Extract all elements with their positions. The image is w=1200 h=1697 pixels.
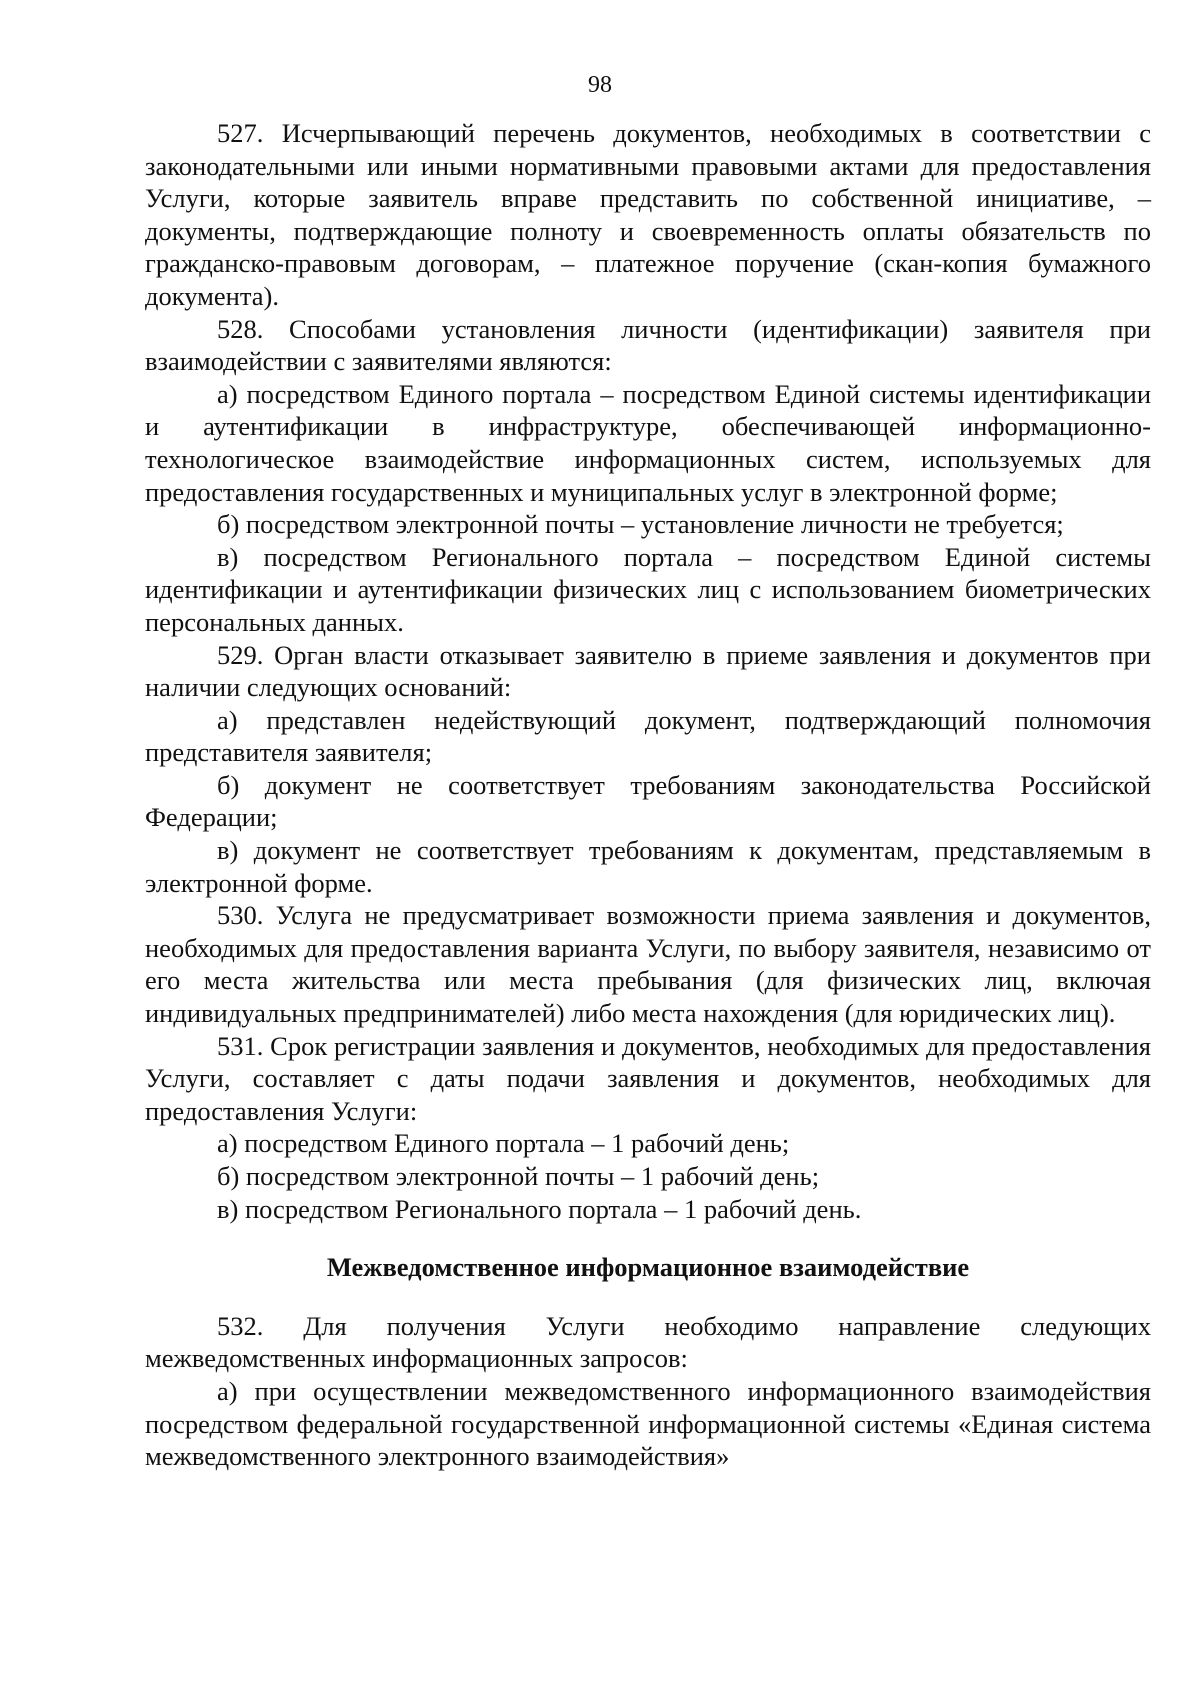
paragraph-530: 530. Услуга не предусматривает возможности приема заявления и документов, необходимых для предоставления варианта Услуги, по выбору заявителя, независимо от его места жительства или места пребывания (для физических лиц, включая индивидуальных предпринимателей) либо места нахождения (для юридических лиц). [145,900,1151,1029]
list-item-531-c: в) посредством Регионального портала – 1 рабочий день. [217,1193,862,1224]
list-item-528-a: а) посредством Единого портала – посредством Единой системы идентификации и аутентификации в инфраструктуре, обеспечивающей информационно-технологическое взаимодействие информационных систем, используемых для предоставления государственных и муниципальных услуг в электронной форме; [145,378,1151,507]
section-heading: Межведомственное информационное взаимодействие [326,1252,970,1283]
list-item-529-b: б) документ не соответствует требованиям законодательства Российской Федерации; [145,769,1151,833]
list-item-529-a: а) представлен недействующий документ, подтверждающий полномочия представителя заявителя; [145,704,1151,768]
paragraph-529: 529. Орган власти отказывает заявителю в приеме заявления и документов при наличии следующих оснований: [145,639,1151,703]
list-item-528-b: б) посредством электронной почты – установление личности не требуется; [217,509,1064,540]
list-item-531-a: а) посредством Единого портала – 1 рабочий день; [217,1128,790,1159]
paragraph-528: 528. Способами установления личности (идентификации) заявителя при взаимодействии с заявителями являются: [145,313,1151,377]
page-number: 98 [588,72,612,98]
list-item-531-b: б) посредством электронной почты – 1 рабочий день; [217,1161,820,1191]
list-item-532-a: а) при осуществлении межведомственного информационного взаимодействия посредством федеральной государственной информационной системы «Единая система межведомственного электронного взаимодействия» [145,1375,1151,1472]
list-item-529-c: в) документ не соответствует требованиям к документам, представляемым в электронной форме. [145,835,1151,898]
document-body [145,117,1151,1473]
paragraph-531: 531. Срок регистрации заявления и документов, необходимых для предоставления Услуги, составляет с даты подачи заявления и документов, необходимых для предоставления Услуги: [145,1030,1151,1126]
paragraph-532: 532. Для получения Услуги необходимо направление следующих межведомственных информационных запросов: [145,1310,1151,1374]
list-item-528-c: в) посредством Регионального портала – посредством Единой системы идентификации и аутентификации физических лиц с использованием биометрических персональных данных. [145,541,1151,637]
paragraph-527: 527. Исчерпывающий перечень документов, необходимых в соответствии с законодательными или иными нормативными правовыми актами для предоставления Услуги, которые заявитель вправе представить по собственной инициативе, – документы, подтверждающие полноту и своевременность оплаты обязательств по гражданско-правовым договорам, – платежное поручение (скан-копия бумажного документа). [145,118,1151,311]
